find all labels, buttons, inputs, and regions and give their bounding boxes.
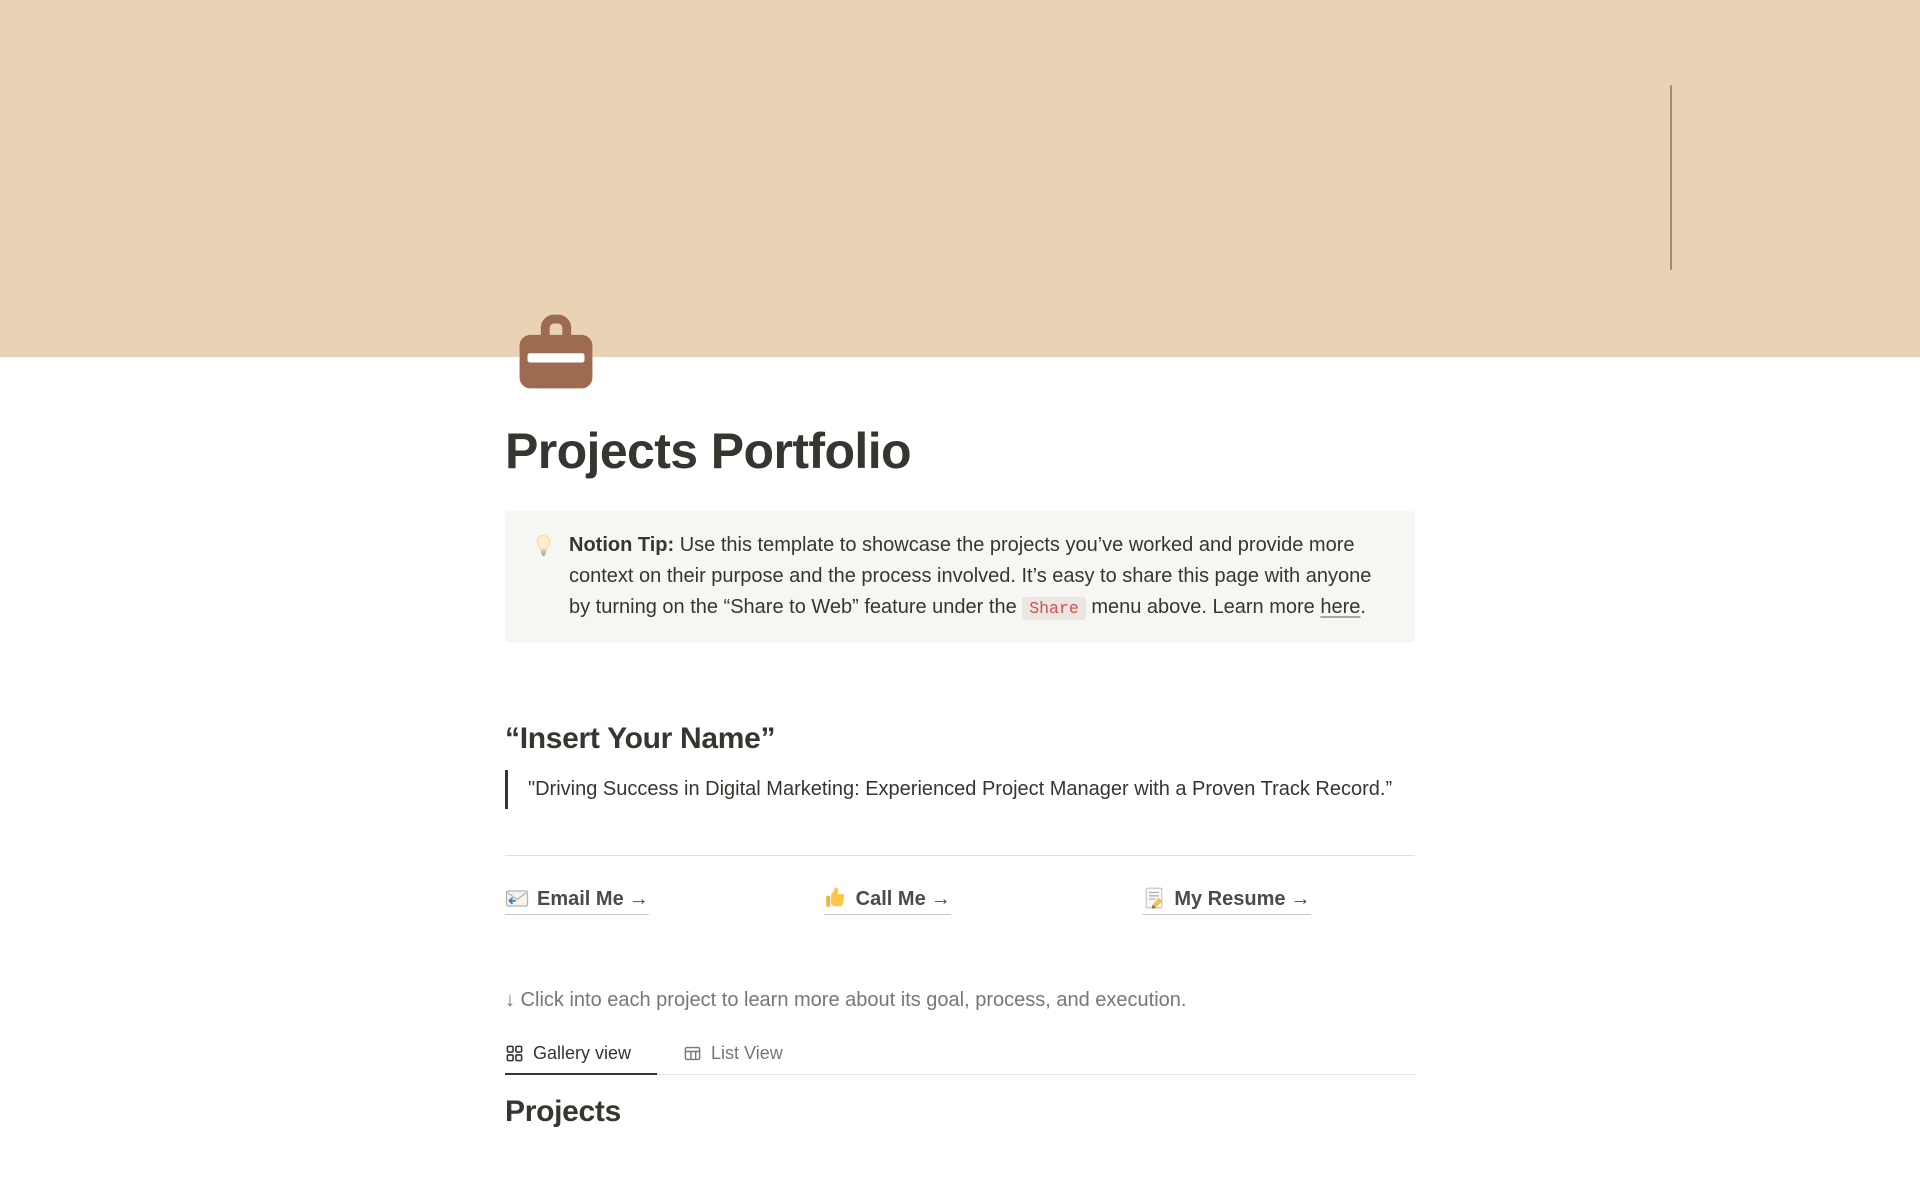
- email-me-link[interactable]: [505, 886, 649, 915]
- view-tabs: [505, 1036, 1415, 1075]
- tab-gallery-view[interactable]: [505, 1036, 657, 1075]
- email-column: [505, 886, 778, 915]
- my-resume-label: My Resume: [1174, 888, 1286, 910]
- briefcase-icon[interactable]: [518, 314, 594, 390]
- thumbs-up-emoji-icon: [824, 886, 848, 910]
- contact-links-row: [505, 886, 1415, 915]
- page-cover: [0, 0, 1920, 357]
- call-me-link[interactable]: [824, 886, 951, 915]
- share-code-chip: Share: [1022, 597, 1086, 620]
- my-resume-link[interactable]: [1142, 886, 1310, 915]
- email-me-label: Email Me: [537, 888, 624, 910]
- lightbulb-emoji-icon: [531, 533, 556, 558]
- tab-list-view-label: List View: [711, 1043, 783, 1063]
- scrollbar-thumb[interactable]: [1670, 85, 1672, 270]
- callout-text-2: menu above. Learn more: [1085, 596, 1321, 618]
- callout-text-3: .: [1360, 596, 1366, 618]
- notion-tip-callout: [505, 511, 1415, 643]
- right-arrow-glyph: →: [930, 888, 951, 910]
- tab-gallery-view-label: Gallery view: [533, 1043, 632, 1063]
- divider: [505, 855, 1415, 856]
- table-icon: [683, 1044, 702, 1063]
- callout-bold-lead: Notion Tip:: [569, 534, 675, 556]
- page-title: Projects Portfolio: [505, 423, 911, 479]
- tagline-quote: "Driving Success in Digital Marketing: Experienced Project Manager with a Proven Track Record.”: [505, 770, 1415, 809]
- right-arrow-glyph: →: [1290, 888, 1311, 910]
- insert-your-name-heading: “Insert Your Name”: [505, 722, 776, 755]
- call-me-label: Call Me: [855, 888, 926, 910]
- callout-text: [569, 530, 1393, 624]
- projects-heading: Projects: [505, 1095, 621, 1128]
- call-column: [824, 886, 1097, 915]
- resume-column: [1142, 886, 1415, 915]
- page-content: [505, 357, 1415, 1131]
- projects-hint-text: ↓ Click into each project to learn more about its goal, process, and execution.: [505, 989, 1187, 1011]
- here-link[interactable]: here: [1320, 596, 1361, 618]
- tab-list-view[interactable]: [657, 1036, 809, 1075]
- right-arrow-glyph: →: [628, 888, 649, 910]
- gallery-grid-icon: [505, 1044, 524, 1063]
- incoming-envelope-emoji-icon: [505, 886, 529, 910]
- callout-text-1: Use this template to showcase the projects you’ve worked and provide more context on their purpose and the process involved. It’s easy to share this page with anyone by turning on the “Share to Web” feature under the: [569, 534, 1372, 618]
- memo-emoji-icon: [1142, 886, 1166, 910]
